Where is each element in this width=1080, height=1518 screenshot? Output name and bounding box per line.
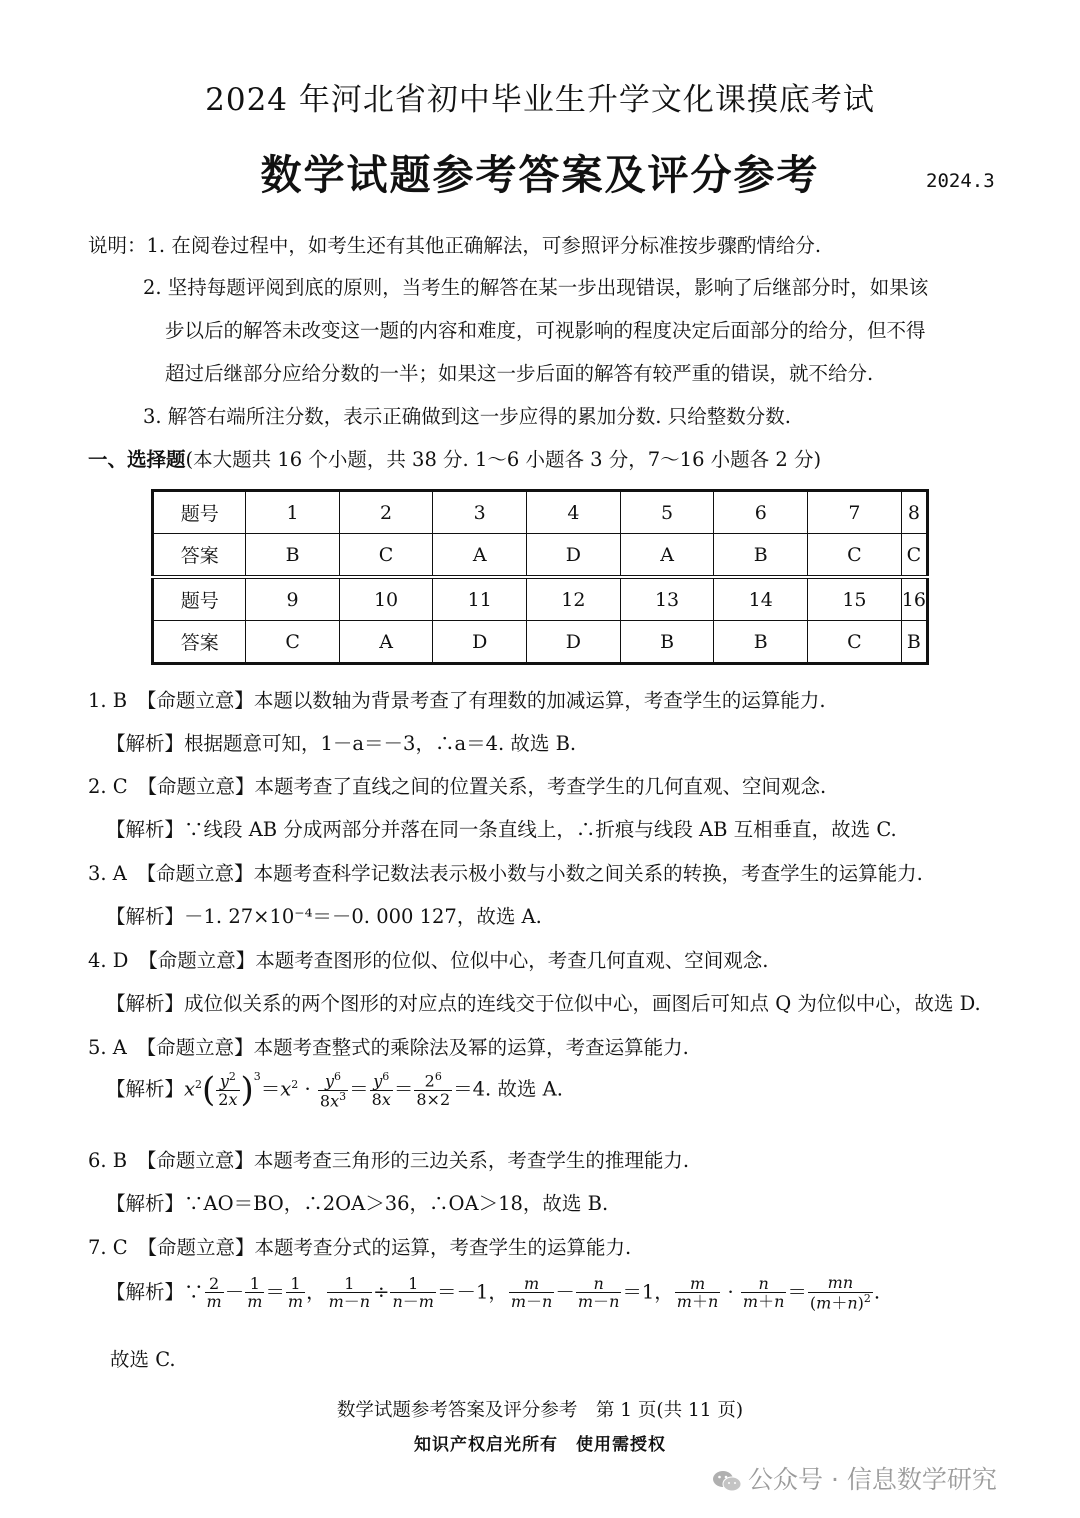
row-label-answer: 答案 [153, 534, 246, 578]
table-cell: C [808, 621, 902, 664]
document-date: 2024.3 [926, 170, 995, 192]
table-cell: B [714, 621, 808, 664]
table-cell: 15 [808, 577, 902, 621]
table-cell: 8 [901, 491, 927, 534]
answer-5-solution: 【解析】$x^2$( $\frac{y^2}{2x}$ )$^3=x^2$ · $\frac{y^6}{8x^3}$ ＝ $\frac{y^6}{8x}$ ＝ $\frac{2^6}{8\times 2}$ ＝4. 故选 A. [106, 1069, 563, 1110]
table-row [153, 621, 928, 664]
table-cell: B [246, 534, 339, 578]
answer-3-solution: 【解析】－1. 27×10⁻⁴＝－0. 000 127，故选 A. [106, 905, 542, 928]
table-cell: 13 [620, 577, 714, 621]
row-label-answer: 答案 [153, 621, 246, 664]
section-heading: 一、选择题(本大题共 16 个小题，共 38 分. 1～6 小题各 3 分，7～16 小题各 2 分) [88, 448, 822, 471]
note-1: 说明：1. 在阅卷过程中，如考生还有其他正确解法，可参照评分标准按步骤酌情给分. [88, 234, 822, 257]
table-row [153, 491, 928, 534]
table-cell: A [339, 621, 433, 664]
table-cell: 16 [901, 577, 927, 621]
answer-6-intent: 6. B 【命题立意】本题考查三角形的三边关系，考查学生的推理能力. [88, 1149, 690, 1172]
table-cell: C [339, 534, 433, 578]
exam-title: 2024 年河北省初中毕业生升学文化课摸底考试 [205, 82, 875, 118]
table-cell: B [620, 621, 714, 664]
note-2a: 2. 坚持每题评阅到底的原则，当考生的解答在某一步出现错误，影响了后继部分时，如果该 [143, 276, 929, 299]
table-cell: B [901, 621, 927, 664]
table-cell: 14 [714, 577, 808, 621]
wechat-icon [712, 1470, 742, 1492]
copyright-notice: 知识产权启光所有 使用需授权 [414, 1435, 666, 1455]
answer-1-solution: 【解析】根据题意可知，1－a＝－3，∴a＝4. 故选 B. [106, 732, 577, 755]
answer-7-solution: 【解析】∵ $\frac{2}{m}$ － $\frac{1}{m}$ ＝ $\frac{1}{m}$ ， $\frac{1}{m-n}$ ÷ $\frac{1}{n-m}$ ＝－1， $\frac{m}{m-n}$ － $\frac{n}{m-n}$ ＝1， $\frac{m}{m+n}$ · $\frac{n}{m+n}$ ＝ $\frac{mn}{(m+n)^2}$ . [106, 1273, 881, 1312]
table-row [153, 534, 928, 578]
table-cell: D [527, 534, 621, 578]
answer-4-solution: 【解析】成位似关系的两个图形的对应点的连线交于位似中心，画图后可知点 Q 为位似中心，故选 D. [106, 992, 981, 1015]
table-cell: A [620, 534, 714, 578]
table-cell: B [714, 534, 808, 578]
table-cell: 3 [433, 491, 527, 534]
table-cell: 9 [246, 577, 339, 621]
answer-6-solution: 【解析】∵AO＝BO，∴2OA＞36，∴OA＞18，故选 B. [106, 1192, 609, 1215]
table-cell: 4 [527, 491, 621, 534]
table-cell: 5 [620, 491, 714, 534]
note-2b: 步以后的解答未改变这一题的内容和难度，可视影响的程度决定后面部分的给分，但不得 [165, 319, 926, 342]
page-footer: 数学试题参考答案及评分参考 第 1 页(共 11 页) [336, 1400, 744, 1421]
table-cell: 7 [808, 491, 902, 534]
answer-2-solution: 【解析】∵线段 AB 分成两部分并落在同一条直线上，∴折痕与线段 AB 互相垂直，故选 C. [106, 818, 897, 841]
answer-7-conclusion: 故选 C. [110, 1348, 176, 1371]
watermark [712, 1460, 997, 1496]
note-2c: 超过后继部分应给分数的一半；如果这一步后面的解答有较严重的错误，就不给分. [165, 362, 874, 385]
table-cell: D [527, 621, 621, 664]
answer-5-intent: 5. A 【命题立意】本题考查整式的乘除法及幂的运算，考查运算能力. [88, 1036, 689, 1059]
table-cell: 12 [527, 577, 621, 621]
table-cell: D [433, 621, 527, 664]
document-title: 数学试题参考答案及评分参考 [260, 151, 820, 199]
row-label-question: 题号 [153, 577, 246, 621]
watermark-text: 公众号 · 信息数学研究 [748, 1465, 997, 1494]
answer-table [151, 489, 929, 665]
table-cell: 11 [433, 577, 527, 621]
table-cell: C [808, 534, 902, 578]
answer-2-intent: 2. C 【命题立意】本题考查了直线之间的位置关系，考查学生的几何直观、空间观念. [88, 775, 827, 798]
answer-3-intent: 3. A 【命题立意】本题考查科学记数法表示极小数与小数之间关系的转换，考查学生的运算能力. [88, 862, 923, 885]
table-cell: C [246, 621, 339, 664]
row-label-question: 题号 [153, 491, 246, 534]
table-cell: A [433, 534, 527, 578]
table-cell: 10 [339, 577, 433, 621]
note-3: 3. 解答右端所注分数，表示正确做到这一步应得的累加分数. 只给整数分数. [143, 405, 791, 428]
answer-1-intent: 1. B 【命题立意】本题以数轴为背景考查了有理数的加减运算，考查学生的运算能力. [88, 689, 826, 712]
table-row [153, 577, 928, 621]
answer-4-intent: 4. D 【命题立意】本题考查图形的位似、位似中心，考查几何直观、空间观念. [88, 949, 769, 972]
answer-7-intent: 7. C 【命题立意】本题考查分式的运算，考查学生的运算能力. [88, 1236, 632, 1259]
table-cell: 2 [339, 491, 433, 534]
table-cell: 6 [714, 491, 808, 534]
table-cell: C [901, 534, 927, 578]
table-cell: 1 [246, 491, 339, 534]
